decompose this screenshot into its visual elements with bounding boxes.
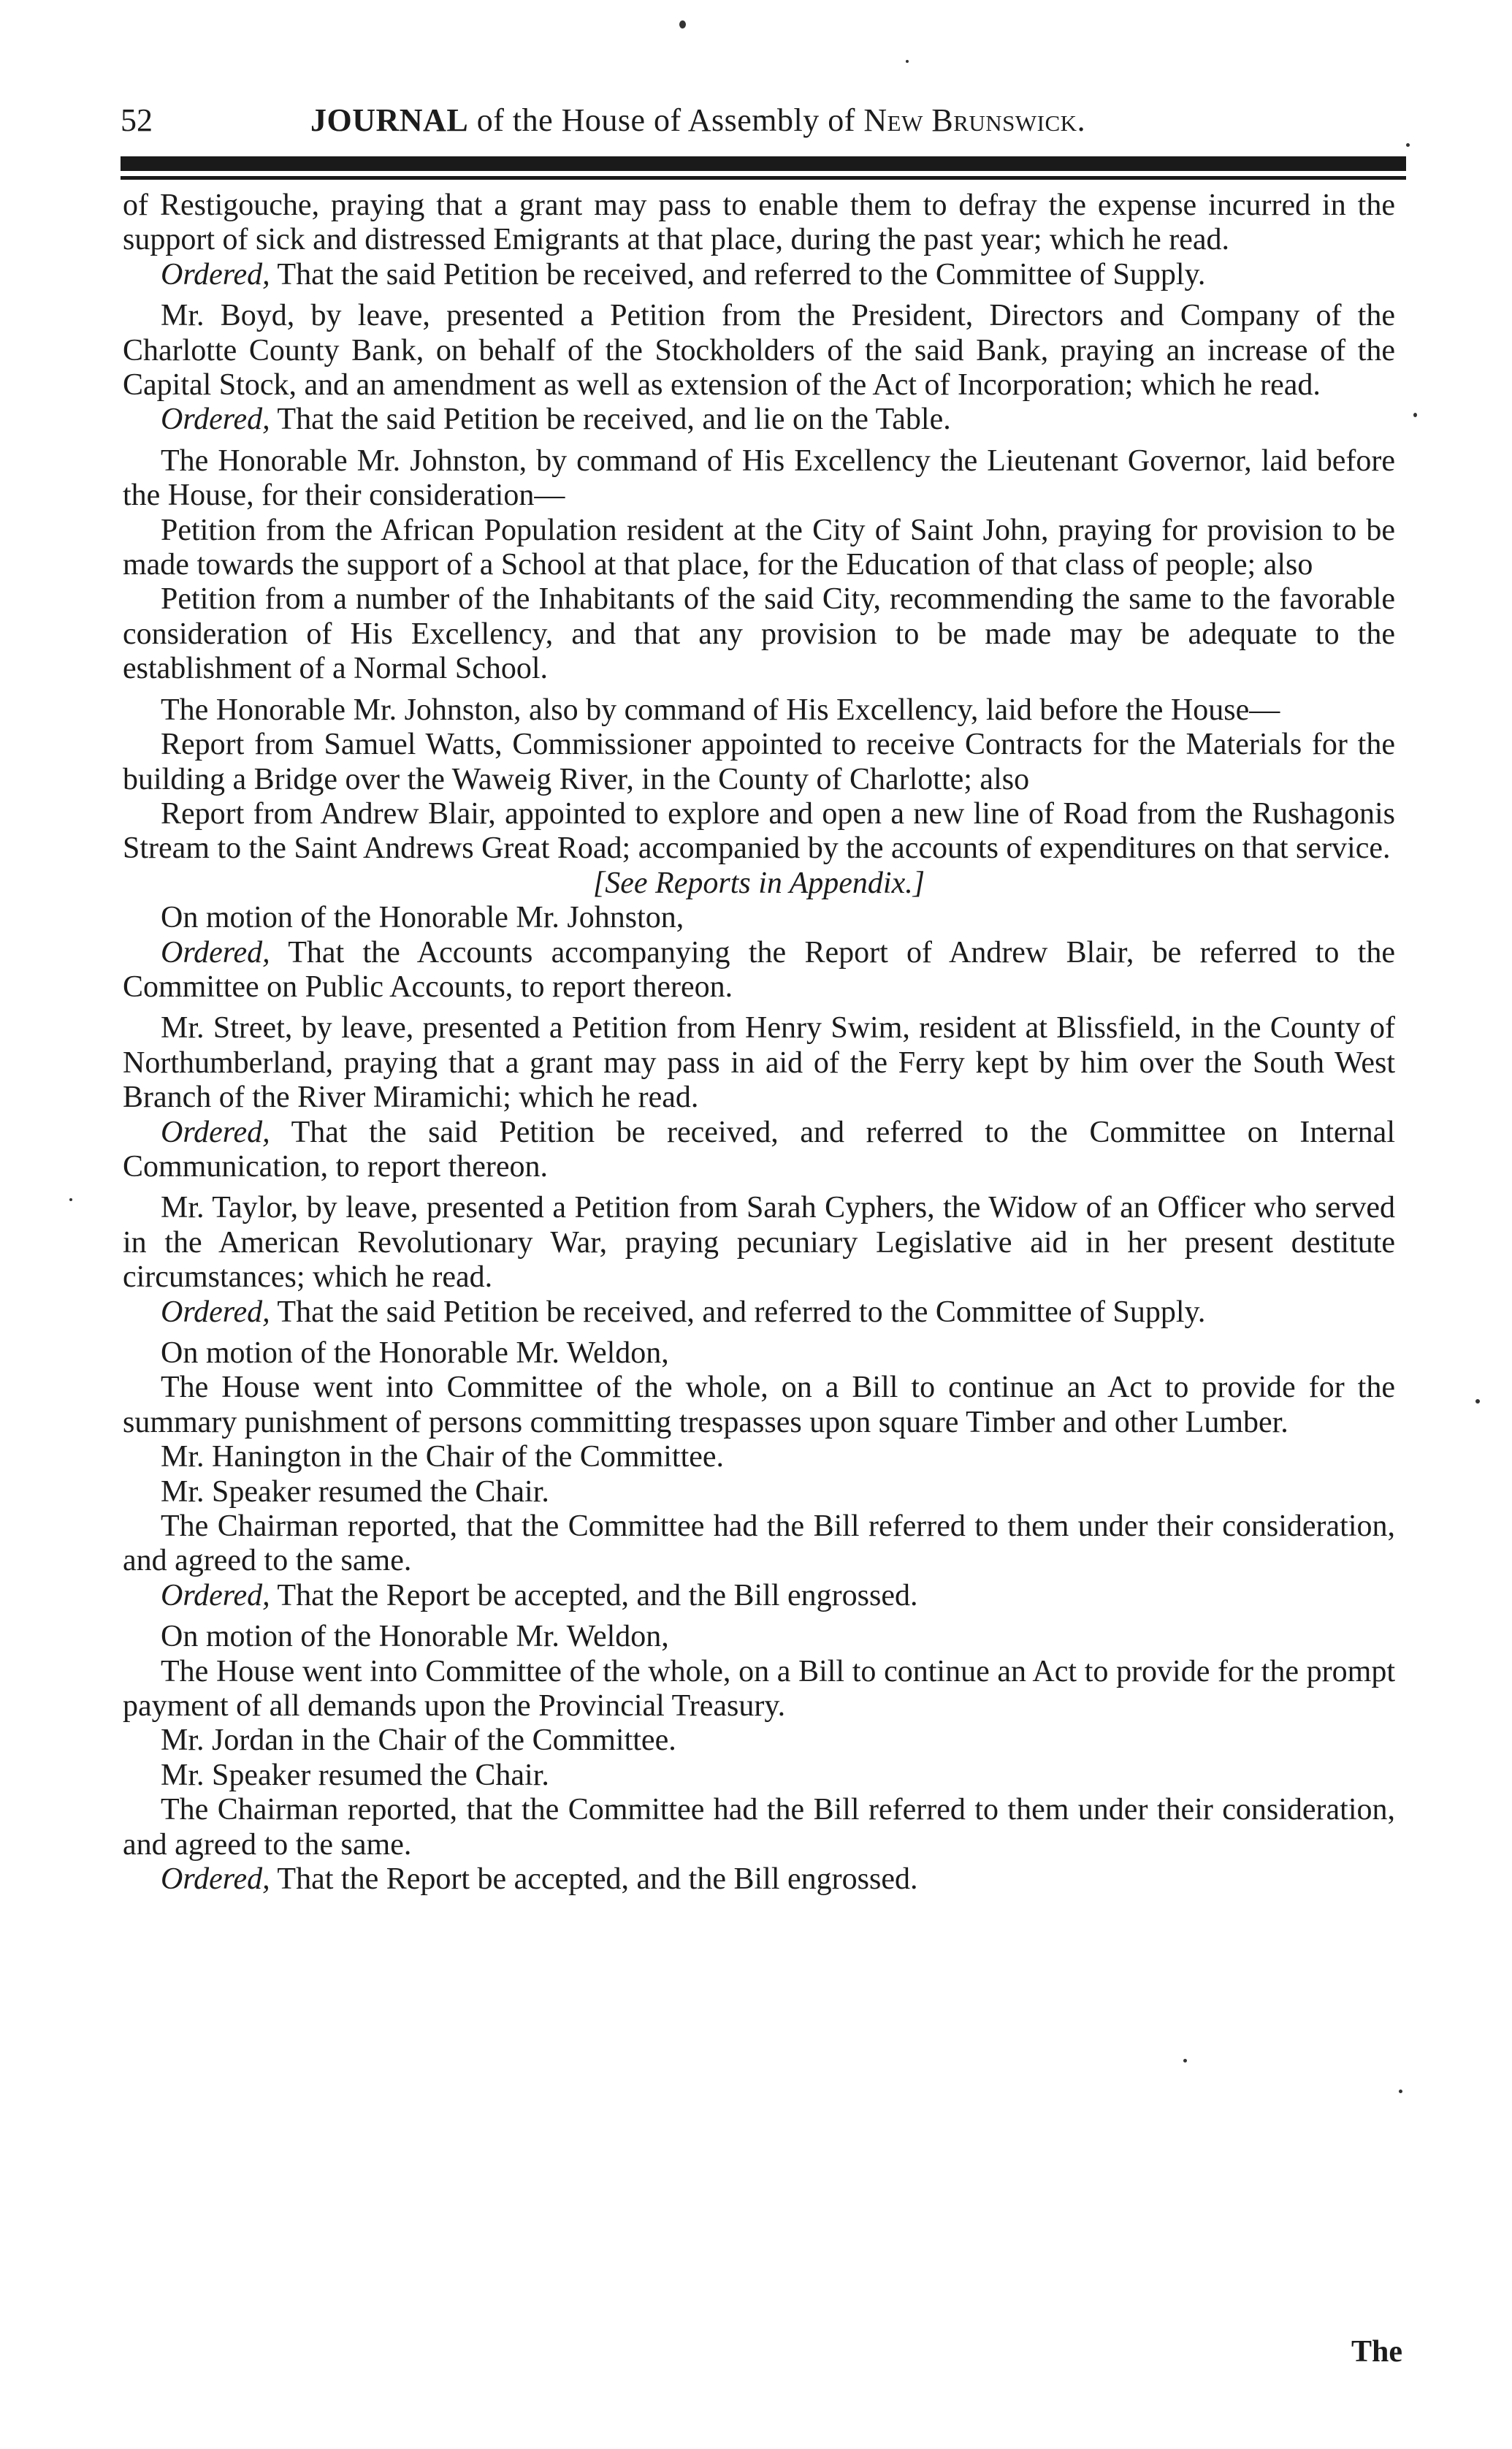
print-speck — [906, 60, 909, 63]
journal-title — [310, 99, 1085, 142]
ordered-lead: Ordered, — [161, 935, 270, 970]
print-speck — [1475, 1399, 1480, 1403]
running-header — [121, 99, 1402, 142]
paragraph: The House went into Committee of the whole, on a Bill to continue an Act to provide for the summary punishment of persons committing trespasses upon square Timber and other Lumber. — [123, 1371, 1395, 1439]
ordered-lead: Ordered, — [161, 1295, 270, 1329]
paragraph: The Honorable Mr. Johnston, by command of His Excellency the Lieutenant Governor, laid before the House, for their consideration— — [123, 443, 1395, 513]
paragraph — [123, 1295, 1395, 1330]
paragraph: Mr. Boyd, by leave, presented a Petition from the President, Directors and Company of the Charlotte County Bank, on behalf of the Stockholders of the said Bank, praying an increase of the Capital Stock, and an amendment as well as extension of the Act of Incorporation; which he read. — [123, 299, 1395, 403]
paragraph — [123, 1116, 1395, 1185]
ordered-lead: Ordered, — [161, 403, 270, 437]
paragraph-text: That the said Petition be received, and referred to the Committee of Supply. — [270, 1295, 1206, 1329]
paragraph-text: That the Report be accepted, and the Bill engrossed. — [270, 1862, 918, 1897]
paragraph — [123, 1579, 1395, 1613]
title-province: New Brunswick. — [863, 102, 1086, 138]
paragraph: Mr. Speaker resumed the Chair. — [161, 1474, 549, 1509]
title-journal-word: JOURNAL — [310, 102, 469, 138]
title-middle: of the House of Assembly of — [468, 102, 864, 138]
ordered-lead: Ordered, — [161, 1578, 270, 1612]
paragraph: Report from Samuel Watts, Commissioner appointed to receive Contracts for the Materials for the building a Bridge over the Waweig River, in the County of Charlotte; also — [123, 728, 1395, 796]
paragraph: On motion of the Honorable Mr. Johnston, — [161, 901, 684, 935]
paragraph: Mr. Speaker resumed the Chair. — [161, 1758, 549, 1792]
appendix-reference: [See Reports in Appendix.] — [592, 866, 925, 900]
paragraph-text: That the said Petition be received, and referred to the Committee on Internal Communication, to report thereon. — [123, 1115, 1395, 1184]
page-number: 52 — [121, 102, 153, 138]
print-speck — [1399, 2090, 1402, 2093]
paragraph: of Restigouche, praying that a grant may pass to enable them to defray the expense incurred in the support of sick and distressed Emigrants at that place, during the past year; which he read. — [123, 188, 1395, 257]
paragraph: The Chairman reported, that the Committee had the Bill referred to them under their consideration, and agreed to the same. — [123, 1793, 1395, 1862]
paragraph: Mr. Taylor, by leave, presented a Petition from Sarah Cyphers, the Widow of an Officer who served in the American Revolutionary War, praying pecuniary Legislative aid in her present destitute circumstances; which he read. — [123, 1191, 1395, 1295]
paragraph — [123, 1862, 1395, 1897]
paragraph: Petition from a number of the Inhabitants of the said City, recommending the same to the favorable consideration of His Excellency, and that any provision to be made may be adequate to the establishment of a Normal School. — [123, 582, 1395, 686]
paragraph: The House went into Committee of the whole, on a Bill to continue an Act to provide for the prompt payment of all demands upon the Provincial Treasury. — [123, 1654, 1395, 1724]
paragraph — [123, 936, 1395, 1005]
paragraph-text: That the Report be accepted, and the Bill engrossed. — [270, 1578, 918, 1612]
paragraph: Mr. Jordan in the Chair of the Committee. — [161, 1724, 676, 1758]
print-speck — [69, 1198, 72, 1201]
paragraph-text: That the said Petition be received, and referred to the Committee of Supply. — [270, 257, 1206, 292]
ordered-lead: Ordered, — [161, 257, 270, 292]
print-speck — [1413, 413, 1417, 417]
paragraph: The Chairman reported, that the Committee had the Bill referred to them under their consideration, and agreed to the same. — [123, 1509, 1395, 1578]
paragraph — [123, 403, 1395, 437]
ordered-lead: Ordered, — [161, 1862, 270, 1897]
header-rule-thick — [121, 156, 1406, 171]
paragraph: Report from Andrew Blair, appointed to explore and open a new line of Road from the Rushagonis Stream to the Saint Andrews Great Road; accompanied by the accounts of expenditures on that service. — [123, 796, 1395, 866]
paragraph: On motion of the Honorable Mr. Weldon, — [161, 1336, 669, 1370]
paragraph — [123, 258, 1395, 292]
print-speck — [679, 20, 686, 28]
catchword: The — [1351, 2335, 1402, 2369]
paragraph-text: That the Accounts accompanying the Report of Andrew Blair, be referred to the Committee on Public Accounts, to report thereon. — [123, 935, 1395, 1004]
print-speck — [1183, 2059, 1187, 2063]
paragraph: Mr. Street, by leave, presented a Petition from Henry Swim, resident at Blissfield, in the County of Northumberland, praying that a grant may pass in aid of the Ferry kept by him over the South West Branch of the River Miramichi; which he read. — [123, 1011, 1395, 1115]
paragraph: Mr. Hanington in the Chair of the Committee. — [161, 1440, 725, 1474]
ordered-lead: Ordered, — [161, 1115, 270, 1149]
journal-body — [123, 188, 1395, 1897]
paragraph: The Honorable Mr. Johnston, also by command of His Excellency, laid before the House— — [161, 693, 1280, 727]
paragraph-text: That the said Petition be received, and lie on the Table. — [270, 403, 951, 437]
print-speck — [1406, 143, 1410, 147]
paragraph: On motion of the Honorable Mr. Weldon, — [161, 1620, 669, 1654]
header-rule-thin — [121, 176, 1406, 180]
paragraph: Petition from the African Population resident at the City of Saint John, praying for provision to be made towards the support of a School at that place, for the Education of that class of people; also — [123, 513, 1395, 582]
